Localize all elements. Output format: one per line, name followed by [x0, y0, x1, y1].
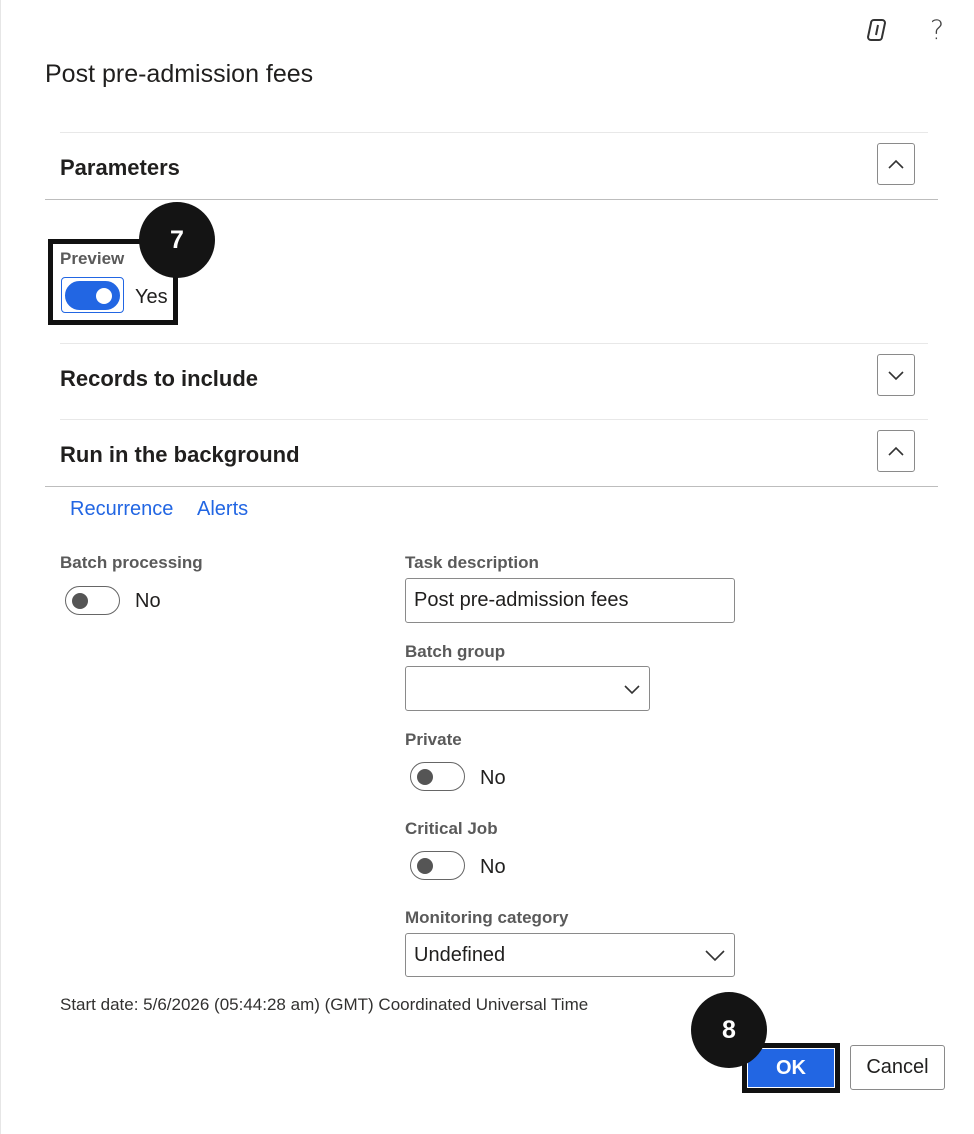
tab-recurrence[interactable]: Recurrence: [70, 498, 174, 520]
critical-job-value: No: [480, 856, 506, 878]
callout-badge-8: 8: [691, 992, 767, 1068]
dialog-title: Post pre-admission fees: [45, 60, 314, 88]
monitoring-category-dropdown[interactable]: [405, 933, 735, 977]
chevron-up-icon: [887, 445, 905, 457]
copilot-icon[interactable]: [863, 14, 893, 46]
monitoring-category-label: Monitoring category: [405, 908, 569, 927]
section-header-border: [45, 486, 938, 487]
batch-group-label: Batch group: [405, 642, 506, 661]
batch-group-dropdown[interactable]: [405, 666, 650, 711]
collapse-background-button[interactable]: [877, 430, 915, 472]
toggle-knob: [417, 769, 433, 785]
batch-processing-toggle[interactable]: [65, 586, 120, 615]
section-header-border: [45, 199, 938, 200]
collapse-parameters-button[interactable]: [877, 143, 915, 185]
tab-alerts[interactable]: Alerts: [197, 498, 249, 520]
preview-label: Preview: [60, 249, 125, 268]
preview-value: Yes: [135, 286, 168, 308]
section-title-records[interactable]: Records to include: [60, 366, 259, 391]
critical-job-toggle[interactable]: [410, 851, 465, 880]
private-value: No: [480, 767, 506, 789]
section-divider: [60, 343, 928, 344]
callout-badge-7: 7: [139, 202, 215, 278]
section-title-background[interactable]: Run in the background: [60, 442, 300, 467]
private-label: Private: [405, 730, 462, 749]
task-description-input[interactable]: Post pre-admission fees: [405, 578, 735, 623]
expand-records-button[interactable]: [877, 354, 915, 396]
cancel-button[interactable]: Cancel: [850, 1045, 945, 1090]
batch-processing-value: No: [135, 590, 161, 612]
chevron-down-icon: [704, 948, 726, 962]
batch-processing-label: Batch processing: [60, 553, 203, 572]
chevron-down-icon: [887, 369, 905, 381]
section-divider: [60, 419, 928, 420]
toggle-knob: [72, 593, 88, 609]
task-description-label: Task description: [405, 553, 539, 572]
section-title-parameters[interactable]: Parameters: [60, 155, 180, 180]
toggle-knob: [417, 858, 433, 874]
monitoring-category-value: Undefined: [414, 943, 506, 966]
start-date-text: Start date: 5/6/2026 (05:44:28 am) (GMT) Coordinated Universal Time: [60, 995, 589, 1014]
chevron-up-icon: [887, 158, 905, 170]
section-divider: [60, 132, 928, 133]
ok-button[interactable]: OK: [748, 1049, 834, 1087]
critical-job-label: Critical Job: [405, 819, 498, 838]
private-toggle[interactable]: [410, 762, 465, 791]
help-icon[interactable]: ?: [929, 14, 945, 46]
chevron-down-icon: [623, 683, 641, 695]
